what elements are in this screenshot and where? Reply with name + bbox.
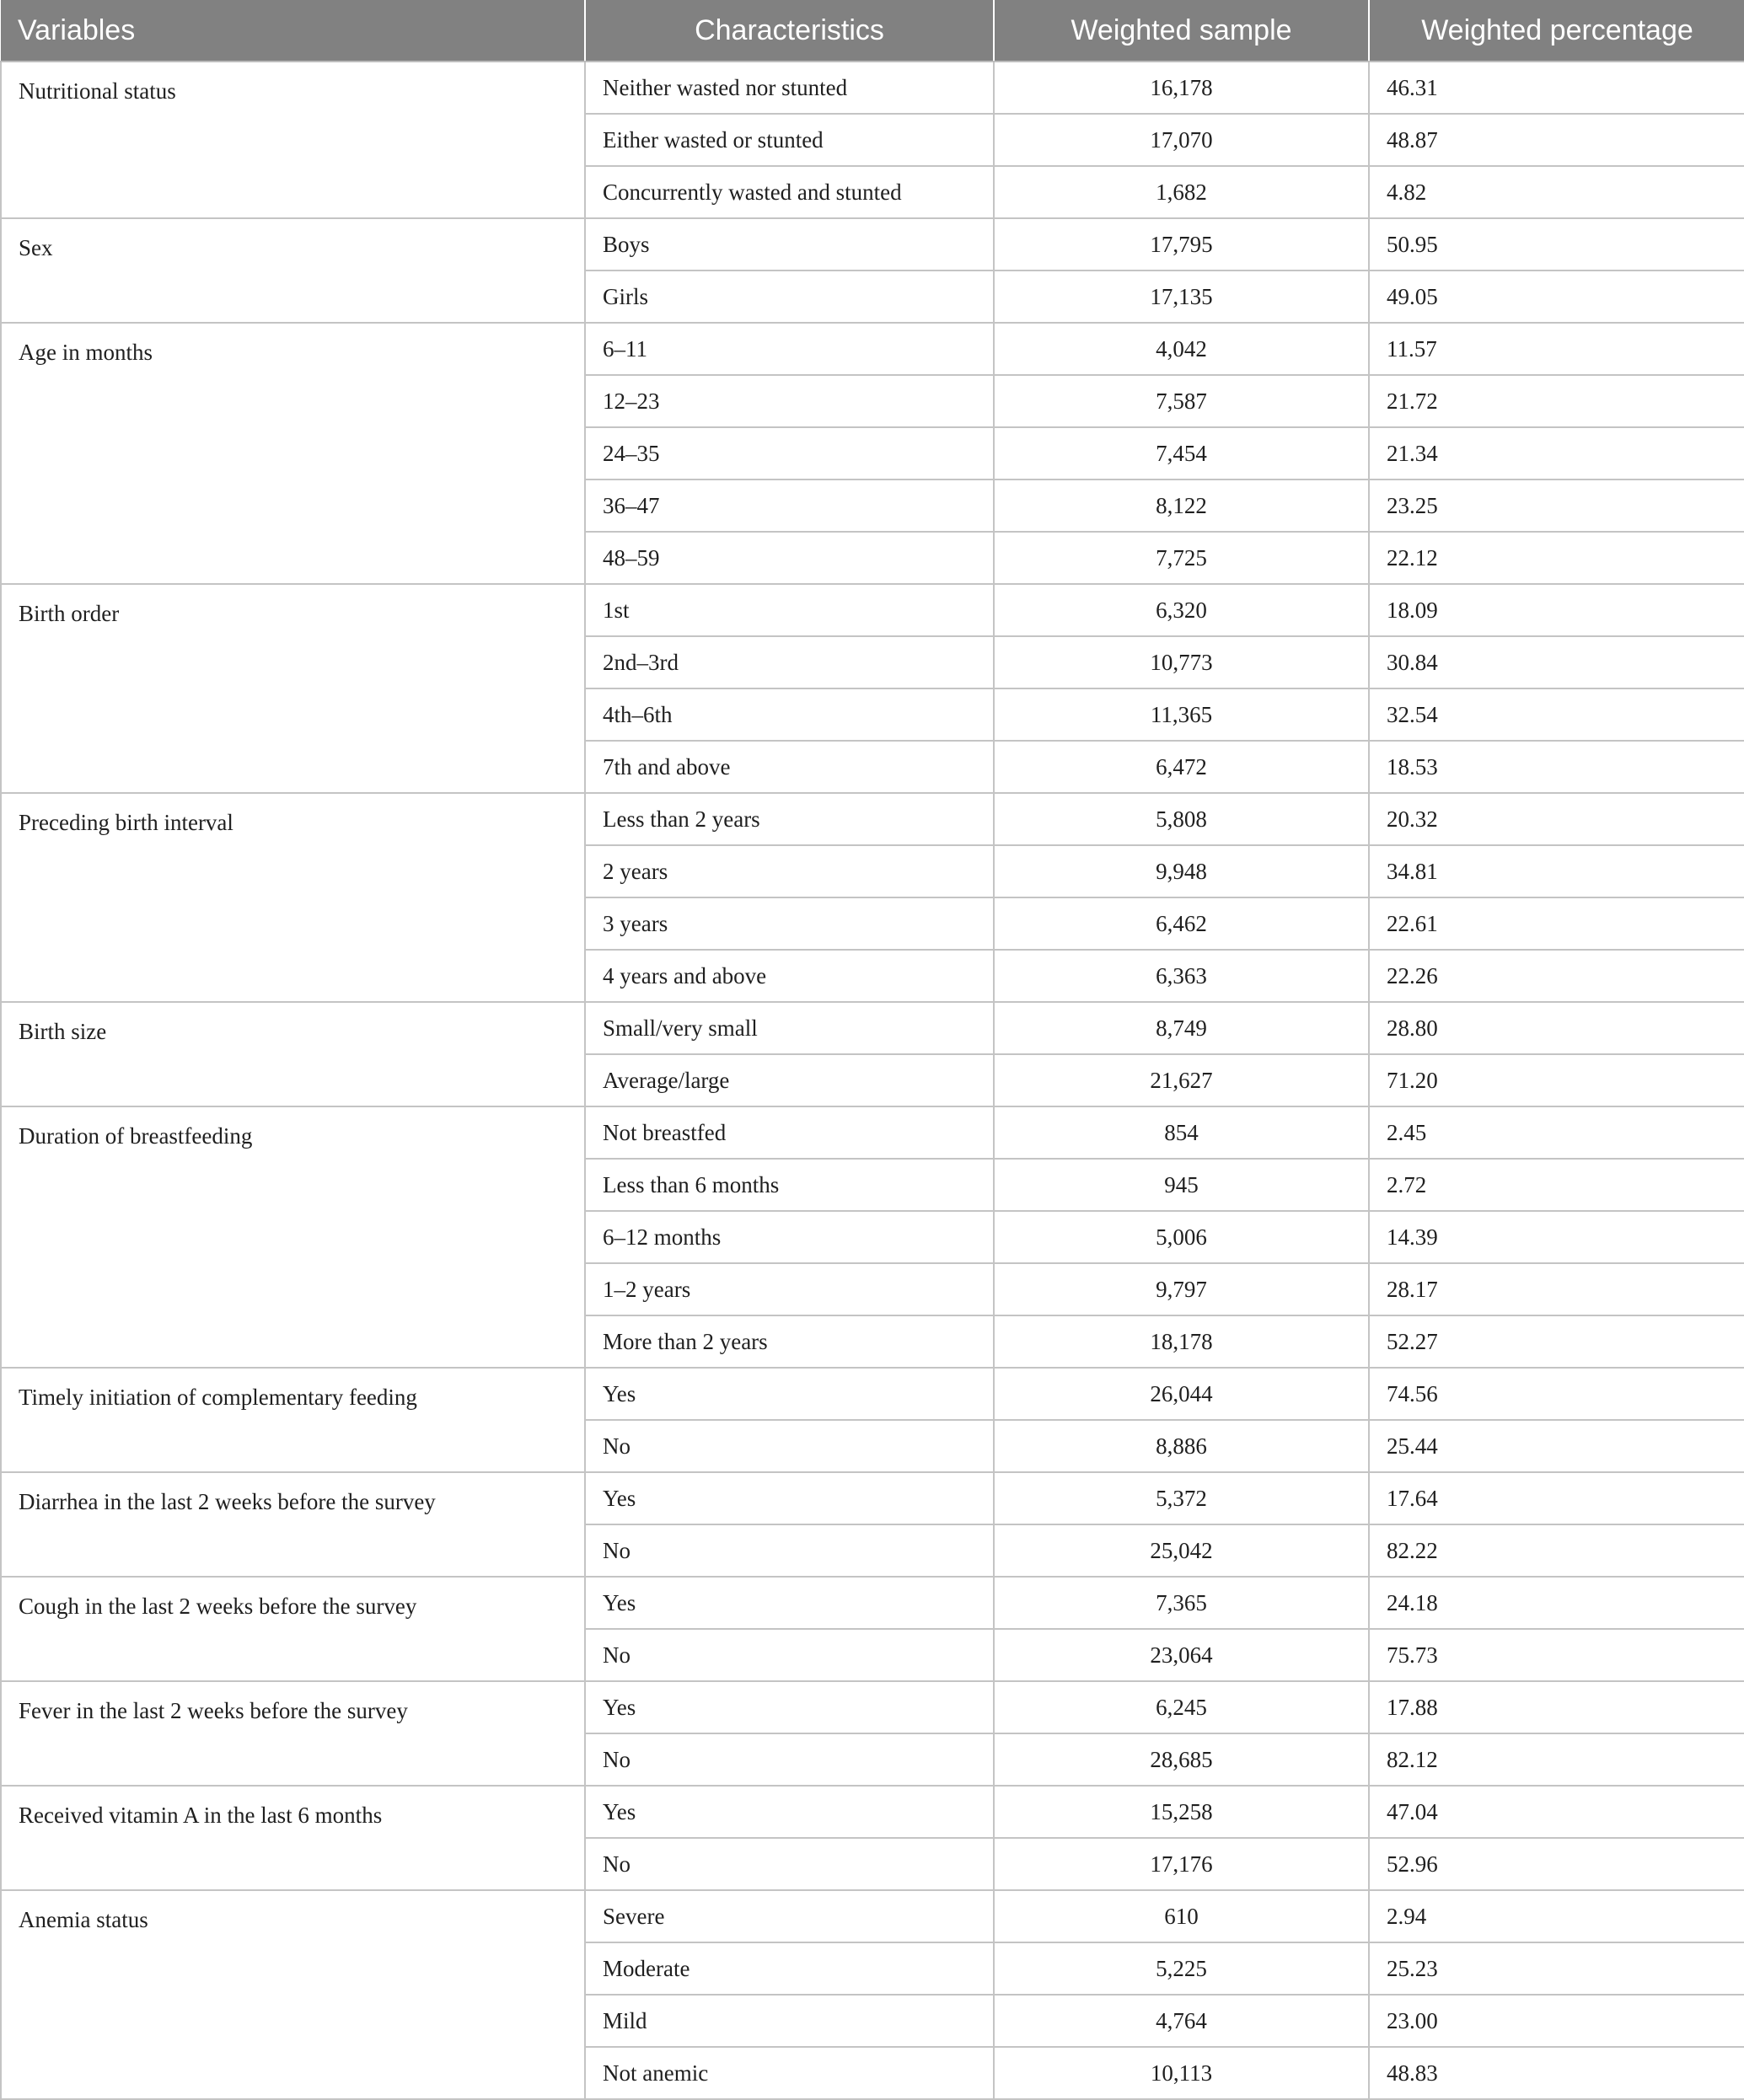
weighted-sample-cell: 7,365 (994, 1577, 1369, 1629)
weighted-percentage-cell: 2.94 (1369, 1890, 1744, 1942)
weighted-sample-cell: 5,808 (994, 793, 1369, 845)
weighted-percentage-cell: 18.09 (1369, 584, 1744, 636)
characteristic-cell: No (585, 1629, 994, 1681)
characteristic-cell: Neither wasted nor stunted (585, 62, 994, 114)
variable-cell: Nutritional status (1, 62, 585, 218)
characteristic-cell: No (585, 1420, 994, 1472)
table-row (1, 1106, 1744, 1159)
characteristic-cell: 4th–6th (585, 688, 994, 741)
weighted-percentage-cell: 47.04 (1369, 1786, 1744, 1838)
weighted-sample-cell: 15,258 (994, 1786, 1369, 1838)
characteristic-cell: Not anemic (585, 2047, 994, 2099)
characteristic-cell: Mild (585, 1995, 994, 2047)
characteristic-cell: Boys (585, 218, 994, 271)
characteristic-cell: No (585, 1838, 994, 1890)
weighted-percentage-cell: 17.64 (1369, 1472, 1744, 1524)
weighted-sample-cell: 1,682 (994, 166, 1369, 218)
header-row (1, 0, 1744, 62)
weighted-sample-cell: 18,178 (994, 1315, 1369, 1368)
weighted-sample-cell: 9,948 (994, 845, 1369, 897)
weighted-percentage-cell: 34.81 (1369, 845, 1744, 897)
variable-cell: Preceding birth interval (1, 793, 585, 1002)
weighted-sample-cell: 11,365 (994, 688, 1369, 741)
characteristic-cell: 6–12 months (585, 1211, 994, 1263)
weighted-percentage-cell: 2.45 (1369, 1106, 1744, 1159)
weighted-sample-cell: 4,764 (994, 1995, 1369, 2047)
variable-cell: Birth order (1, 584, 585, 793)
weighted-percentage-cell: 32.54 (1369, 688, 1744, 741)
characteristic-cell: 7th and above (585, 741, 994, 793)
header-characteristics: Characteristics (585, 0, 994, 62)
characteristic-cell: 1–2 years (585, 1263, 994, 1315)
characteristic-cell: Not breastfed (585, 1106, 994, 1159)
weighted-percentage-cell: 22.61 (1369, 897, 1744, 950)
weighted-sample-cell: 8,886 (994, 1420, 1369, 1472)
weighted-sample-cell: 26,044 (994, 1368, 1369, 1420)
weighted-sample-cell: 7,725 (994, 532, 1369, 584)
weighted-percentage-cell: 71.20 (1369, 1054, 1744, 1106)
weighted-percentage-cell: 25.23 (1369, 1942, 1744, 1995)
characteristic-cell: Yes (585, 1368, 994, 1420)
weighted-percentage-cell: 23.25 (1369, 479, 1744, 532)
characteristic-cell: 4 years and above (585, 950, 994, 1002)
characteristic-cell: 12–23 (585, 375, 994, 427)
table-row (1, 1368, 1744, 1420)
weighted-sample-cell: 610 (994, 1890, 1369, 1942)
table-row (1, 218, 1744, 271)
weighted-sample-cell: 17,795 (994, 218, 1369, 271)
header-variables: Variables (1, 0, 585, 62)
table-row (1, 323, 1744, 375)
table-row (1, 1890, 1744, 1942)
weighted-percentage-cell: 4.82 (1369, 166, 1744, 218)
header-weighted-sample: Weighted sample (994, 0, 1369, 62)
weighted-sample-cell: 17,176 (994, 1838, 1369, 1890)
weighted-percentage-cell: 74.56 (1369, 1368, 1744, 1420)
weighted-sample-cell: 9,797 (994, 1263, 1369, 1315)
weighted-sample-cell: 854 (994, 1106, 1369, 1159)
weighted-percentage-cell: 28.17 (1369, 1263, 1744, 1315)
variable-cell: Diarrhea in the last 2 weeks before the survey (1, 1472, 585, 1577)
table-row (1, 1577, 1744, 1629)
variable-cell: Anemia status (1, 1890, 585, 2099)
characteristic-cell: 48–59 (585, 532, 994, 584)
weighted-sample-cell: 4,042 (994, 323, 1369, 375)
weighted-percentage-cell: 2.72 (1369, 1159, 1744, 1211)
characteristic-cell: 3 years (585, 897, 994, 950)
weighted-percentage-cell: 28.80 (1369, 1002, 1744, 1054)
characteristic-cell: Small/very small (585, 1002, 994, 1054)
variable-cell: Duration of breastfeeding (1, 1106, 585, 1368)
weighted-sample-cell: 6,363 (994, 950, 1369, 1002)
weighted-percentage-cell: 18.53 (1369, 741, 1744, 793)
weighted-percentage-cell: 14.39 (1369, 1211, 1744, 1263)
weighted-sample-cell: 10,113 (994, 2047, 1369, 2099)
weighted-sample-cell: 6,462 (994, 897, 1369, 950)
weighted-sample-cell: 7,587 (994, 375, 1369, 427)
variable-cell: Fever in the last 2 weeks before the survey (1, 1681, 585, 1786)
weighted-sample-cell: 23,064 (994, 1629, 1369, 1681)
weighted-sample-cell: 5,225 (994, 1942, 1369, 1995)
characteristic-cell: Yes (585, 1472, 994, 1524)
characteristic-cell: Yes (585, 1786, 994, 1838)
weighted-percentage-cell: 50.95 (1369, 218, 1744, 271)
characteristic-cell: Yes (585, 1577, 994, 1629)
table-header (1, 0, 1744, 62)
variable-cell: Age in months (1, 323, 585, 584)
weighted-percentage-cell: 20.32 (1369, 793, 1744, 845)
weighted-sample-cell: 945 (994, 1159, 1369, 1211)
table-row (1, 1472, 1744, 1524)
characteristic-cell: 2 years (585, 845, 994, 897)
weighted-sample-cell: 6,320 (994, 584, 1369, 636)
weighted-percentage-cell: 23.00 (1369, 1995, 1744, 2047)
table-row (1, 584, 1744, 636)
weighted-sample-cell: 8,749 (994, 1002, 1369, 1054)
weighted-percentage-cell: 52.96 (1369, 1838, 1744, 1890)
weighted-sample-cell: 16,178 (994, 62, 1369, 114)
weighted-percentage-cell: 22.26 (1369, 950, 1744, 1002)
weighted-percentage-cell: 17.88 (1369, 1681, 1744, 1733)
characteristic-cell: 1st (585, 584, 994, 636)
variable-cell: Timely initiation of complementary feeding (1, 1368, 585, 1472)
weighted-sample-cell: 8,122 (994, 479, 1369, 532)
characteristic-cell: Severe (585, 1890, 994, 1942)
weighted-percentage-cell: 49.05 (1369, 271, 1744, 323)
weighted-percentage-cell: 48.83 (1369, 2047, 1744, 2099)
table-row (1, 793, 1744, 845)
characteristic-cell: 36–47 (585, 479, 994, 532)
weighted-percentage-cell: 30.84 (1369, 636, 1744, 688)
weighted-sample-cell: 6,472 (994, 741, 1369, 793)
characteristic-cell: Average/large (585, 1054, 994, 1106)
characteristic-cell: Less than 2 years (585, 793, 994, 845)
weighted-percentage-cell: 22.12 (1369, 532, 1744, 584)
characteristic-cell: Yes (585, 1681, 994, 1733)
characteristic-cell: 24–35 (585, 427, 994, 479)
variable-cell: Received vitamin A in the last 6 months (1, 1786, 585, 1890)
weighted-sample-cell: 21,627 (994, 1054, 1369, 1106)
weighted-sample-cell: 25,042 (994, 1524, 1369, 1577)
characteristic-cell: No (585, 1733, 994, 1786)
weighted-percentage-cell: 46.31 (1369, 62, 1744, 114)
weighted-percentage-cell: 21.72 (1369, 375, 1744, 427)
characteristic-cell: Moderate (585, 1942, 994, 1995)
weighted-percentage-cell: 25.44 (1369, 1420, 1744, 1472)
table-row (1, 1786, 1744, 1838)
weighted-sample-cell: 6,245 (994, 1681, 1369, 1733)
characteristic-cell: 2nd–3rd (585, 636, 994, 688)
characteristic-cell: Concurrently wasted and stunted (585, 166, 994, 218)
weighted-sample-cell: 5,006 (994, 1211, 1369, 1263)
characteristic-cell: Less than 6 months (585, 1159, 994, 1211)
table-row (1, 1681, 1744, 1733)
weighted-percentage-cell: 82.12 (1369, 1733, 1744, 1786)
header-weighted-percentage: Weighted percentage (1369, 0, 1744, 62)
variable-cell: Birth size (1, 1002, 585, 1106)
weighted-sample-cell: 28,685 (994, 1733, 1369, 1786)
weighted-percentage-cell: 48.87 (1369, 114, 1744, 166)
weighted-sample-cell: 5,372 (994, 1472, 1369, 1524)
characteristic-cell: Either wasted or stunted (585, 114, 994, 166)
weighted-sample-cell: 17,135 (994, 271, 1369, 323)
weighted-percentage-cell: 82.22 (1369, 1524, 1744, 1577)
weighted-percentage-cell: 24.18 (1369, 1577, 1744, 1629)
characteristic-cell: More than 2 years (585, 1315, 994, 1368)
weighted-sample-cell: 10,773 (994, 636, 1369, 688)
weighted-sample-cell: 7,454 (994, 427, 1369, 479)
characteristic-cell: No (585, 1524, 994, 1577)
variable-cell: Sex (1, 218, 585, 323)
weighted-percentage-cell: 21.34 (1369, 427, 1744, 479)
table-row (1, 62, 1744, 114)
weighted-percentage-cell: 75.73 (1369, 1629, 1744, 1681)
table-row (1, 1002, 1744, 1054)
characteristic-cell: Girls (585, 271, 994, 323)
weighted-percentage-cell: 11.57 (1369, 323, 1744, 375)
weighted-percentage-cell: 52.27 (1369, 1315, 1744, 1368)
characteristic-cell: 6–11 (585, 323, 994, 375)
variable-cell: Cough in the last 2 weeks before the survey (1, 1577, 585, 1681)
weighted-sample-cell: 17,070 (994, 114, 1369, 166)
table-body (1, 62, 1744, 2099)
